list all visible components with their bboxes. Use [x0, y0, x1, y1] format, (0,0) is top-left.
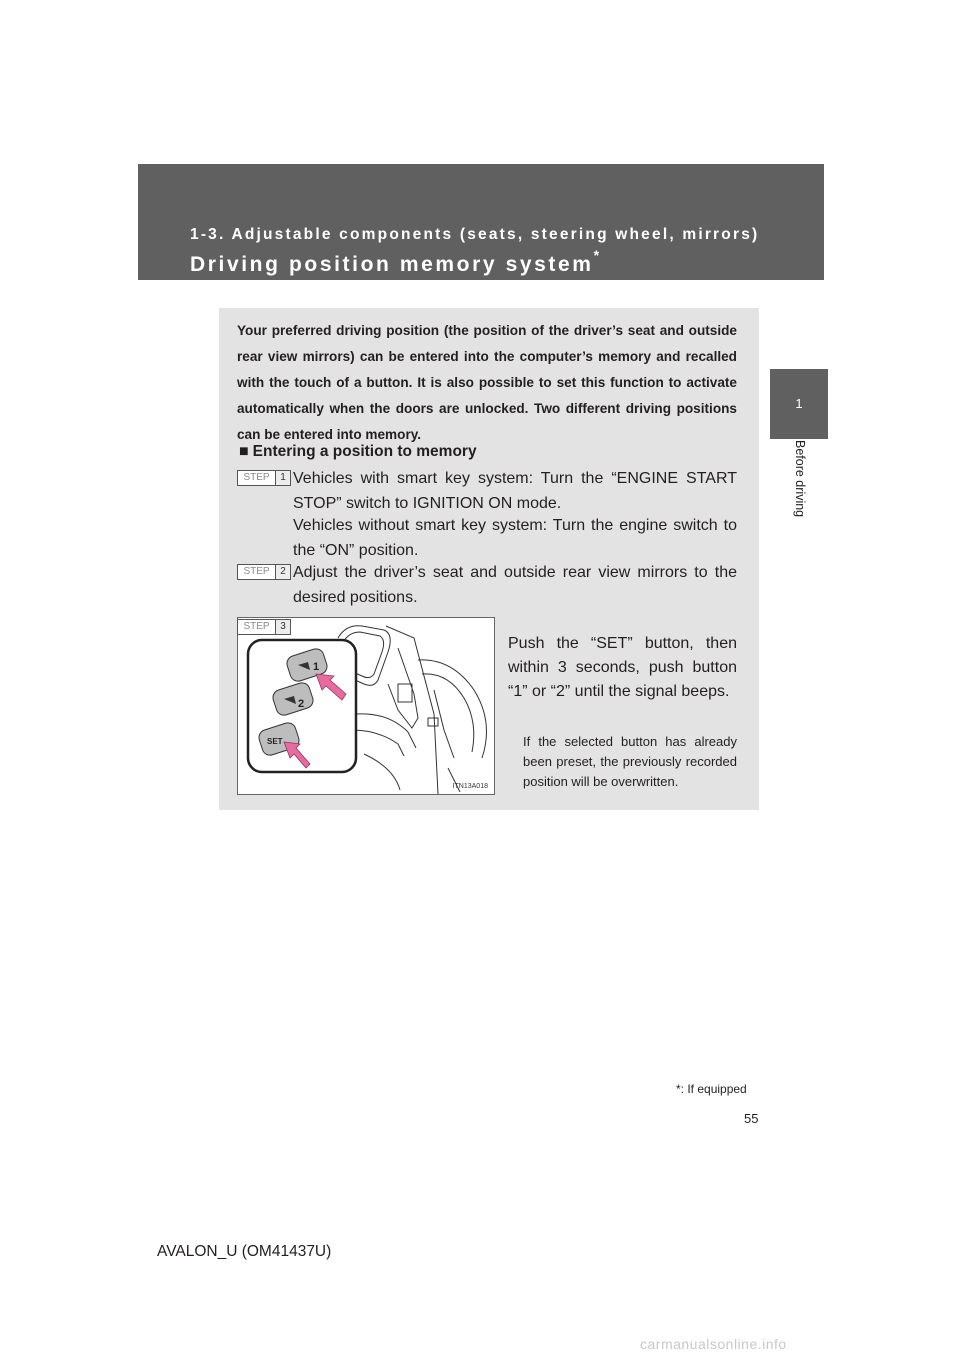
illustration-drawing [238, 618, 494, 794]
step-3-text: Push the “SET” button, then within 3 seconds, push button “1” or “2” until the signal beeps. [508, 635, 737, 700]
step-2-badge [237, 564, 291, 580]
button-2-label: 2 [298, 698, 305, 710]
step-2-number: 2 [280, 566, 286, 577]
footnote-text: : If equipped [680, 1082, 747, 1096]
square-bullet-icon: ■ [239, 443, 249, 460]
section-title: 1-3. Adjustable components (seats, steering wheel, mirrors) [190, 226, 760, 243]
document-id: AVALON_U (OM41437U) [157, 1243, 332, 1260]
step-3-note: If the selected button has already been preset, the previously recorded position will be overwritten. [523, 734, 737, 789]
page-title-text: Driving position memory system [190, 253, 594, 276]
step-2-word: STEP [238, 565, 276, 579]
subheading [239, 443, 477, 461]
chapter-tab[interactable]: 1 [770, 369, 828, 439]
button-1-label: 1 [313, 661, 320, 673]
step-2-text: Adjust the driver’s seat and outside rear view mirrors to the desired positions. [293, 564, 737, 606]
title-asterisk: * [593, 247, 600, 263]
subheading-text: Entering a position to memory [252, 443, 477, 460]
set-button-label: SET [267, 737, 283, 746]
page-title [190, 247, 600, 277]
step-1-word: STEP [238, 471, 276, 485]
illustration-code: ITN13A018 [452, 783, 488, 790]
asterisk-icon: * [676, 1082, 681, 1096]
step-1-badge [237, 470, 291, 486]
step-1-number: 1 [280, 472, 286, 483]
memory-buttons-illustration [237, 617, 495, 795]
step-3-badge [237, 619, 291, 635]
page-number: 55 [744, 1111, 759, 1126]
watermark: carmanualsonline.info [640, 1336, 787, 1352]
chapter-tab-label: Before driving [793, 440, 807, 518]
step-1-text-a: Vehicles with smart key system: Turn the “ENGINE START STOP” switch to IGNITION ON mode. [293, 470, 737, 512]
step-3-word: STEP [238, 620, 276, 634]
step-1-text-b: Vehicles without smart key system: Turn the engine switch to the “ON” position. [293, 517, 737, 559]
step-3-number: 3 [280, 621, 286, 632]
intro-paragraph: Your preferred driving position (the position of the driver’s seat and outside rear view mirrors) can be entered into the computer’s memory and recalled with the touch of a button. It is also possible to set this function to activate automatically when the doors are unlocked. Two different driving positions can be entered into memory. [237, 323, 737, 442]
footnote [676, 1082, 747, 1096]
